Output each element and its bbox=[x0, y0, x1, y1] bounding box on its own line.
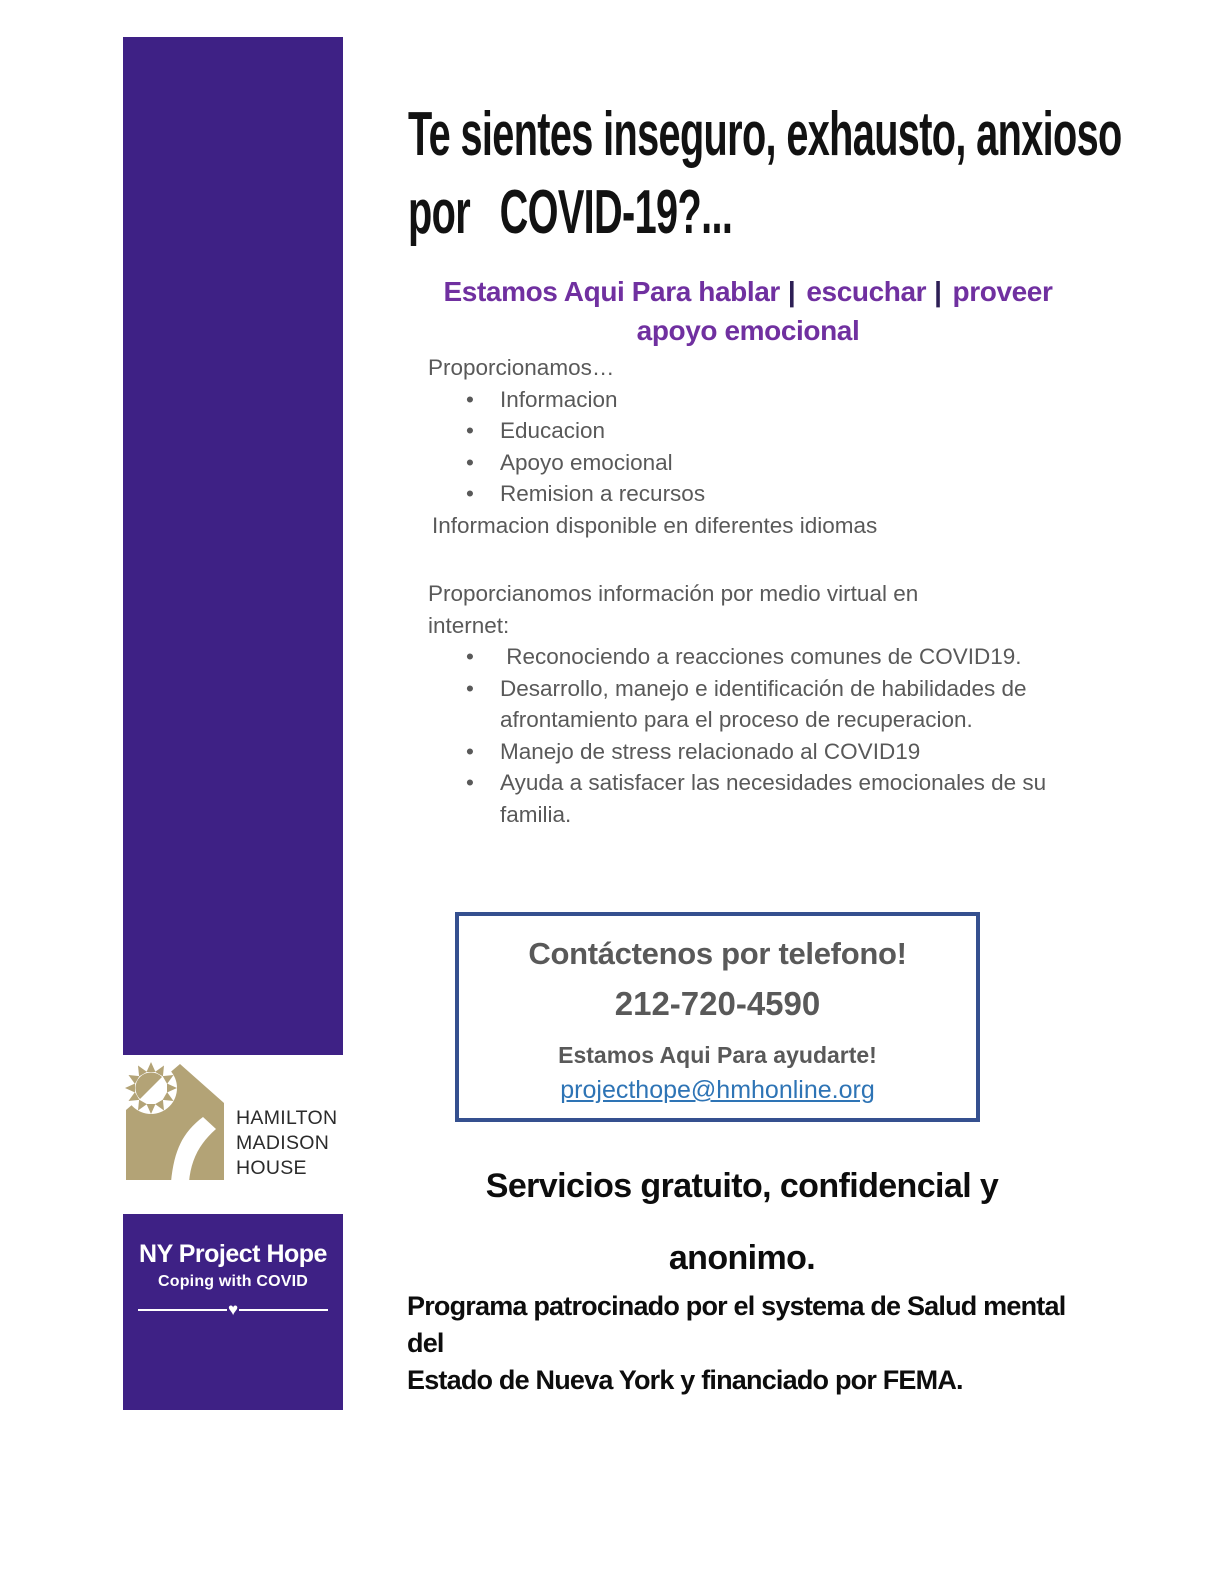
pipe-separator: | bbox=[934, 276, 942, 307]
contact-box bbox=[455, 912, 980, 1122]
subtitle-line-1 bbox=[408, 272, 1088, 311]
program-line-1: Programa patrocinado por el systema de Salud mental del bbox=[407, 1291, 1066, 1358]
contact-subheading: Estamos Aqui Para ayudarte! bbox=[558, 1042, 877, 1068]
list-item: • Desarrollo, manejo e identificación de habilidades de afrontamiento para el proceso de recuperacion. bbox=[500, 673, 1048, 736]
subtitle-line-2: apoyo emocional bbox=[636, 315, 860, 346]
virtual-info-section bbox=[428, 578, 1068, 830]
provide-list bbox=[428, 384, 1048, 510]
virtual-lead-line-2: internet: bbox=[428, 612, 510, 638]
email-link[interactable]: projecthope@hmhonline.org bbox=[560, 1076, 875, 1104]
services-line-1: Servicios gratuito, confidencial y bbox=[485, 1167, 999, 1205]
subtitle bbox=[408, 272, 1088, 350]
phone-number: 212-720-4590 bbox=[614, 985, 821, 1022]
provide-lead: Proporcionamos… bbox=[428, 355, 615, 380]
services-line-2: anonimo. bbox=[668, 1239, 816, 1277]
virtual-list bbox=[428, 641, 1068, 830]
sun-house-icon bbox=[123, 1058, 227, 1182]
hmh-text-line-1: HAMILTON bbox=[236, 1107, 338, 1129]
program-sponsor-note bbox=[407, 1288, 1107, 1399]
hamilton-madison-house-logo bbox=[123, 1058, 337, 1182]
nyph-divider-line bbox=[138, 1302, 328, 1318]
list-item: • Reconociendo a reacciones comunes de COVID19. bbox=[500, 641, 1048, 673]
program-line-2: Estado de Nueva York y financiado por FEMA. bbox=[407, 1365, 963, 1395]
free-services-heading bbox=[400, 1150, 1084, 1294]
list-item: • Informacion bbox=[500, 384, 1048, 416]
pipe-separator: | bbox=[787, 276, 796, 307]
nyph-subtitle: Coping with COVID bbox=[157, 1273, 309, 1290]
title-line-2: por COVID-19?... bbox=[408, 178, 733, 247]
list-item: • Remision a recursos bbox=[500, 478, 1048, 510]
left-accent-bar bbox=[123, 37, 343, 1055]
list-item: • Apoyo emocional bbox=[500, 447, 1048, 479]
nyph-title: NY Project Hope bbox=[139, 1240, 327, 1268]
list-item: • Manejo de stress relacionado al COVID19 bbox=[500, 736, 1048, 768]
ny-project-hope-logo bbox=[123, 1214, 343, 1410]
subtitle-part-escuchar: escuchar bbox=[806, 276, 927, 307]
hmh-text-line-3: HOUSE bbox=[236, 1157, 307, 1179]
contact-heading: Contáctenos por telefono! bbox=[528, 936, 907, 971]
subtitle-part-proveer: proveer bbox=[952, 276, 1053, 307]
list-item: • Ayuda a satisfacer las necesidades emocionales de su familia. bbox=[500, 767, 1048, 830]
provide-section bbox=[428, 352, 1048, 541]
main-title bbox=[408, 96, 1122, 252]
heart-icon: ♥ bbox=[227, 1300, 239, 1319]
hmh-logo-text bbox=[236, 1106, 337, 1181]
virtual-lead-line-1: Proporcianomos información por medio virtual en bbox=[428, 581, 919, 606]
hmh-text-line-2: MADISON bbox=[236, 1132, 330, 1154]
list-item: • Educacion bbox=[500, 415, 1048, 447]
languages-note: Informacion disponible en diferentes idiomas bbox=[432, 512, 878, 538]
title-line-1: Te sientes inseguro, exhausto, anxioso bbox=[408, 100, 1122, 169]
subtitle-part-hablar: Estamos Aqui Para hablar bbox=[443, 276, 780, 307]
